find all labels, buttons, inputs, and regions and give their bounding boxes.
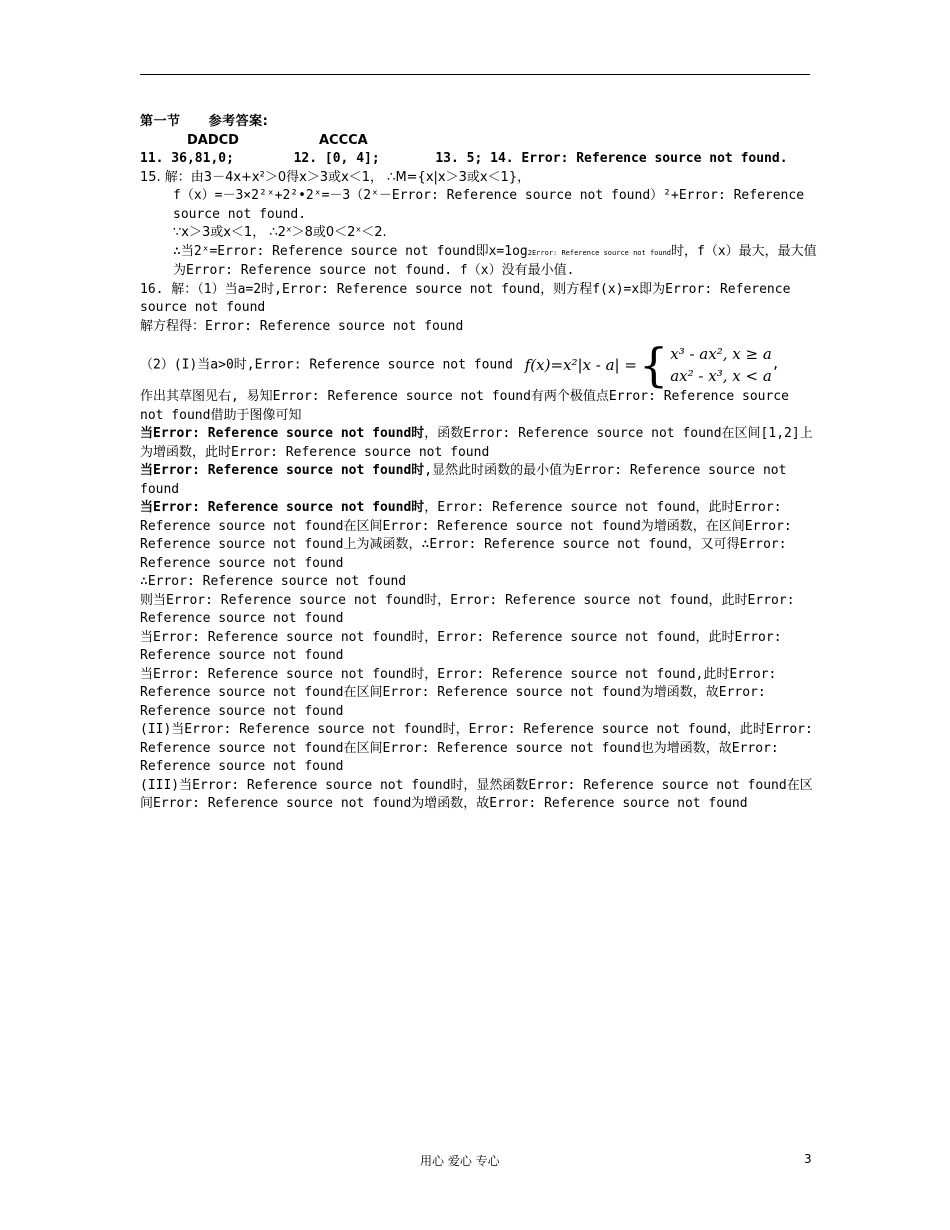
- q16-line9: 则当Error: Reference source not found时，Error: Reference source not found，此时Error: Reference source not found: [140, 592, 795, 626]
- q16-line6: [140, 462, 820, 499]
- mc-answers-row: [140, 132, 820, 151]
- q15-line4: [140, 243, 820, 281]
- answer-12: 12. [0, 4];: [293, 151, 380, 166]
- header-rule: [140, 74, 810, 75]
- footer-slogan: 用心 爱心 专心: [420, 1154, 500, 1168]
- q16-line1: 16. 解：（1）当a=2时,Error: Reference source not found，则方程f(x)=x即为Error: Reference source not found: [140, 281, 791, 315]
- q16-line5-bold: 当Error: Reference source not found时: [140, 426, 425, 441]
- answer-content: [140, 113, 820, 814]
- q16-line7-bold: 当Error: Reference source not found时: [140, 500, 425, 515]
- section-heading: [140, 113, 820, 132]
- answer-title: 参考答案:: [208, 114, 269, 129]
- formula-case-2: ax² - x³, x < a: [670, 367, 772, 385]
- formula-tail: ,: [771, 356, 780, 372]
- q16-line7-rest: ，Error: Reference source not found，此时Error: Reference source not found在区间Error: Reference source not found为增函数，在区间Error: Reference source not found上为减函数，∴Error: Reference source not found，又可得Error: Reference source not found: [140, 500, 792, 571]
- q16-line5-rest: ，函数Error: Reference source not found在区间[1,2]上为增函数，此时Error: Reference source not found: [140, 426, 813, 460]
- q16-line13: (III)当Error: Reference source not found时，显然函数Error: Reference source not found在区间Error: Reference source not found为增函数，故Error: Reference source not found: [140, 777, 813, 811]
- answer-14: 14. Error: Reference source not found.: [490, 151, 788, 166]
- answer-13: 13. 5;: [435, 151, 483, 166]
- page-number: 3: [804, 1152, 812, 1166]
- q15-line3: ∵x＞3或x＜1， ∴2ˣ＞8或0＜2ˣ＜2.: [173, 225, 387, 240]
- mc-answers-6-10: ACCCA: [318, 132, 368, 148]
- q15-line4-start: ∴当2ˣ=Error: Reference source not found即x=1og: [173, 243, 528, 259]
- piecewise-formula: [524, 338, 780, 392]
- formula-case-1: x³ - ax², x ≥ a: [670, 345, 772, 363]
- formula-cases: [670, 343, 772, 387]
- formula-lhs: f(x)=x²|x - a| =: [524, 355, 637, 374]
- fill-answers-row: [140, 150, 820, 169]
- q16-line6-bold: 当Error: Reference source not found时: [140, 463, 425, 478]
- q16-line10: 当Error: Reference source not found时，Error: Reference source not found，此时Error: Reference source not found: [140, 629, 782, 663]
- q16-piecewise-line: [140, 338, 820, 392]
- q15-log-subscript: 2Error: Reference source not found: [527, 248, 672, 257]
- q16-line11: 当Error: Reference source not found时，Error: Reference source not found,此时Error: Reference source not found在区间Error: Reference source not found为增函数，故Error: Reference source not found: [140, 666, 777, 719]
- q16-line5: [140, 425, 820, 462]
- q16-line6-rest: ,显然此时函数的最小值为Error: Reference source not found: [140, 463, 787, 497]
- answer-11: 11. 36,81,0;: [140, 151, 234, 166]
- left-brace: {: [638, 338, 669, 392]
- q16-line12: (II)当Error: Reference source not found时，Error: Reference source not found，此时Error: Reference source not found在区间Error: Reference source not found也为增函数，故Error: Reference source not found: [140, 722, 813, 774]
- section-label: 第一节: [140, 114, 181, 129]
- q15-line1: 15. 解：由3－4x+x²＞0得x＞3或x＜1， ∴M={x|x＞3或x＜1}，: [140, 169, 531, 185]
- q16-line8: ∴Error: Reference source not found: [140, 574, 407, 589]
- q16-line4: 作出其草图见右, 易知Error: Reference source not found有两个极值点Error: Reference source not found借助于图像可知: [140, 389, 789, 423]
- mc-answers-1-5: DADCD: [187, 132, 239, 148]
- q16-line2: 解方程得：Error: Reference source not found: [140, 318, 464, 334]
- q16-line7: [140, 499, 820, 573]
- q15-line4-end: 时，f（x）最大，最大值为Error: Reference source not found. f（x）没有最小值.: [173, 243, 817, 278]
- q15-line2: f（x）=－3×2²ˣ+2²•2ˣ=－3（2ˣ－Error: Reference source not found）²+Error: Reference source not found.: [173, 188, 805, 222]
- q16-line3: （2）(I)当a>0时,Error: Reference source not found: [140, 357, 513, 373]
